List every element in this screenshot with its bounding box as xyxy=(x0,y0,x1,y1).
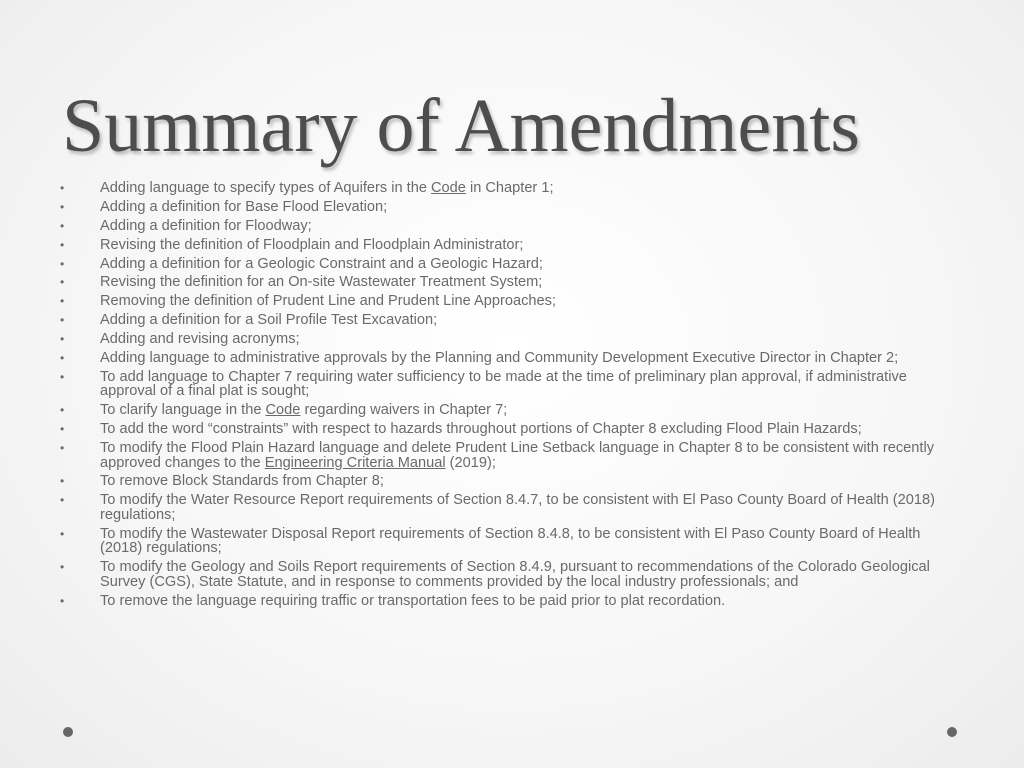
bullet-dot: • xyxy=(60,593,65,608)
bullet-dot: • xyxy=(60,181,65,195)
corner-dot-right xyxy=(947,727,957,737)
amendment-item xyxy=(60,493,960,522)
bullet-dot: • xyxy=(60,218,65,233)
bullet-dot: • xyxy=(60,560,65,575)
bullet-dot: • xyxy=(60,369,65,384)
amendment-item xyxy=(60,403,960,418)
amendment-text: Adding a definition for a Geologic Constraint and a Geologic Hazard; xyxy=(100,255,543,272)
bullet-dot: • xyxy=(60,294,65,309)
amendment-text: Adding language to administrative approvals by the Planning and Community Development Executive Director in Chapter 2; xyxy=(100,350,899,367)
reference-link[interactable]: Code xyxy=(265,402,301,419)
amendment-item xyxy=(60,474,960,489)
amendments-list xyxy=(60,181,960,612)
bullet-dot: • xyxy=(60,351,65,366)
amendment-item xyxy=(60,294,960,309)
amendment-text: To add language to Chapter 7 requiring water sufficiency to be made at the time of preliminary plan approval, if administrative approval of a final plat is sought; xyxy=(100,368,907,400)
amendment-item xyxy=(60,527,960,556)
amendment-item xyxy=(60,351,960,366)
bullet-dot: • xyxy=(60,237,65,252)
amendment-text: Adding a definition for Base Flood Elevation; xyxy=(100,198,388,215)
amendment-text: Removing the definition of Prudent Line and Prudent Line Approaches; xyxy=(100,293,556,310)
amendment-item xyxy=(60,257,960,272)
bullet-dot: • xyxy=(60,313,65,328)
bullet-dot: • xyxy=(60,403,65,418)
bullet-dot: • xyxy=(60,275,65,290)
reference-link[interactable]: Engineering Criteria Manual xyxy=(264,454,446,471)
amendment-item xyxy=(60,560,960,589)
amendment-item xyxy=(60,422,960,437)
amendment-text: To modify the Water Resource Report requirements of Section 8.4.7, to be consistent with El Paso County Board of Health (2018) regulations; xyxy=(100,492,935,523)
amendment-item xyxy=(60,275,960,290)
amendment-text: regarding waivers in Chapter 7; xyxy=(300,402,508,419)
amendment-text: (2019); xyxy=(445,454,496,471)
amendment-text: Revising the definition of Floodplain and Floodplain Administrator; xyxy=(100,236,524,253)
amendment-text: To modify the Geology and Soils Report requirements of Section 8.4.9, pursuant to recommendations of the Colorado Geological Survey (CGS), State Statute, and in response to comments provided by the local industry professionals; and xyxy=(100,559,930,590)
amendment-item xyxy=(60,200,960,215)
amendment-text: To modify the Flood Plain Hazard language and delete Prudent Line Setback language in Chapter 8 to be consistent with recently approved changes to the xyxy=(100,440,934,471)
amendment-item xyxy=(60,219,960,234)
amendment-item xyxy=(60,370,960,399)
amendment-text: Revising the definition for an On-site Wastewater Treatment System; xyxy=(100,274,543,291)
amendment-text: To add the word “constraints” with respect to hazards throughout portions of Chapter 8 excluding Flood Plain Hazards; xyxy=(100,421,862,438)
amendment-item xyxy=(60,594,960,609)
amendment-item xyxy=(60,441,960,470)
bullet-dot: • xyxy=(60,422,65,437)
amendment-item xyxy=(60,332,960,347)
amendment-item xyxy=(60,238,960,253)
bullet-dot: • xyxy=(60,526,65,541)
amendment-text: Adding a definition for a Soil Profile Test Excavation; xyxy=(100,312,438,329)
bullet-dot: • xyxy=(60,332,65,347)
bullet-dot: • xyxy=(60,474,65,489)
amendment-text: Adding and revising acronyms; xyxy=(100,331,300,348)
reference-link[interactable]: Code xyxy=(431,180,466,196)
amendment-text: To modify the Wastewater Disposal Report requirements of Section 8.4.8, to be consistent with El Paso County Board of Health (2018) regulations; xyxy=(100,525,921,557)
amendment-text: To clarify language in the xyxy=(100,402,266,419)
bullet-dot: • xyxy=(60,256,65,271)
amendment-text: in Chapter 1; xyxy=(465,180,554,196)
bullet-dot: • xyxy=(60,199,65,214)
amendment-text: To remove the language requiring traffic or transportation fees to be paid prior to plat recordation. xyxy=(100,592,726,609)
amendment-text: To remove Block Standards from Chapter 8; xyxy=(100,473,384,490)
slide-title: Summary of Amendments xyxy=(62,84,860,168)
bullet-dot: • xyxy=(60,441,65,456)
amendment-item xyxy=(60,313,960,328)
amendment-text: Adding language to specify types of Aquifers in the xyxy=(100,180,432,196)
amendment-text: Adding a definition for Floodway; xyxy=(100,217,312,234)
bullet-dot: • xyxy=(60,493,65,508)
corner-dot-left xyxy=(63,727,73,737)
amendment-item xyxy=(60,181,960,196)
